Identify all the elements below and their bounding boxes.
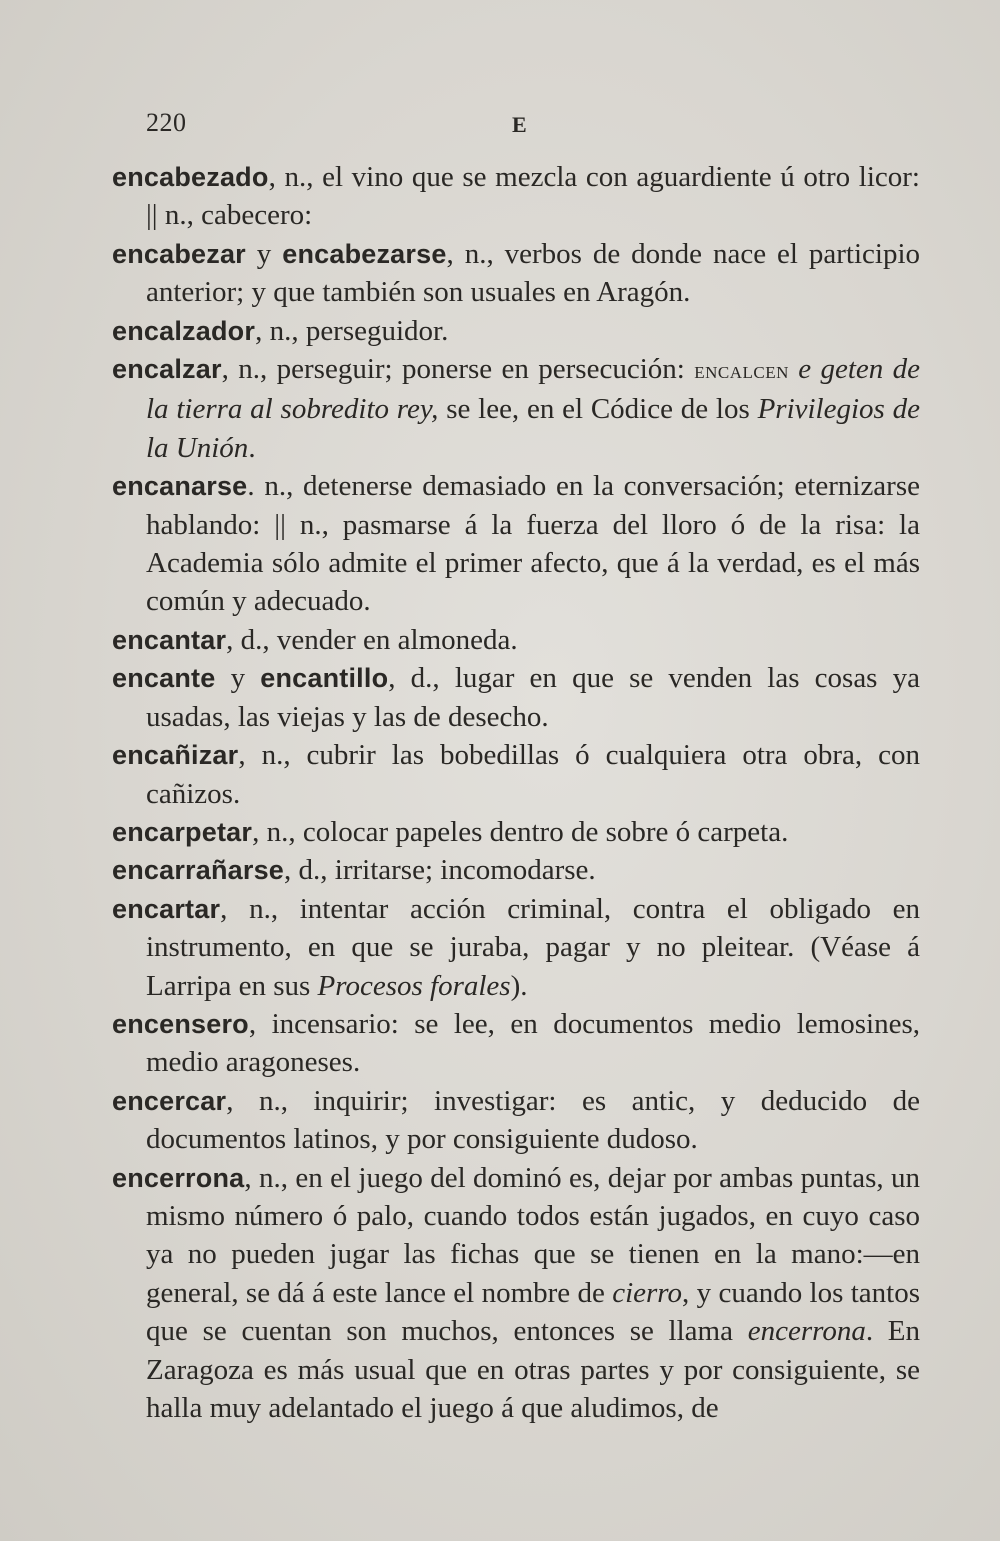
entry-encensero bbox=[112, 1005, 920, 1082]
definition-text: , y cuando los tantos que se cuentan son muchos, entonces se llama bbox=[146, 1276, 920, 1348]
definition-text: , n., cubrir las bobedillas ó cualquiera otra obra, con cañizos. bbox=[146, 739, 920, 810]
headword: encabezar bbox=[112, 238, 246, 269]
dictionary-entries bbox=[112, 158, 920, 1427]
headword-secondary: encabezarse bbox=[282, 238, 447, 269]
headword: encalzar bbox=[112, 354, 222, 385]
definition-text: , incensario: se lee, en documentos medio lemosines, medio aragoneses. bbox=[146, 1007, 920, 1079]
headword: encarpetar bbox=[112, 816, 253, 847]
entry-encantar bbox=[112, 621, 920, 659]
definition-text: , d., irritarse; incomodarse. bbox=[284, 854, 596, 887]
headword: encanarse bbox=[112, 471, 248, 502]
entry-encabezar bbox=[112, 235, 920, 312]
entry-encante bbox=[112, 659, 920, 736]
term-italic: encerrona bbox=[747, 1315, 866, 1348]
headword: encensero bbox=[112, 1008, 249, 1039]
source-title-italic: Privilegios de la Unión bbox=[146, 393, 920, 464]
definition-text: . En Zaragoza es más usual que en otras partes y por consiguiente, se halla muy adelantado el juego á que aludimos, de bbox=[146, 1315, 921, 1424]
headword: encantar bbox=[112, 624, 227, 655]
definition-text: y bbox=[215, 662, 261, 695]
definition-text: se lee, en el Códice de los bbox=[438, 393, 758, 426]
entry-encanizar bbox=[112, 736, 920, 813]
definition-text: , n., en el juego del dominó es, dejar por ambas puntas, un mismo número ó palo, cuando todos están jugados, en cuyo caso ya no pueden jugar las fichas que se tienen en la mano:—en general, se dá á este lance el nombre de bbox=[146, 1161, 920, 1309]
entry-encartar bbox=[112, 890, 920, 1005]
entry-encarpetar bbox=[112, 813, 920, 851]
headword: encañizar bbox=[112, 740, 239, 771]
quoted-word-smallcaps: encalcen bbox=[694, 358, 789, 385]
definition-text: . n., detenerse demasiado en la conversación; eternizarse hablando: || n., pasmarse á la fuerza del lloro ó de la risa: la Academia sólo admite el primer afecto, que á la verdad, es el más común y adecuado. bbox=[146, 470, 920, 618]
running-head-letter: E bbox=[512, 112, 527, 137]
source-title-italic: Procesos forales bbox=[317, 969, 511, 1002]
headword: encercar bbox=[112, 1085, 227, 1116]
definition-text: , n., verbos de donde nace el participio anterior; y que también son usuales en Aragón. bbox=[146, 237, 921, 309]
headword: encalzador bbox=[112, 315, 256, 346]
entry-encarranarse bbox=[112, 851, 920, 889]
page-header bbox=[0, 108, 1000, 148]
entry-encalzador bbox=[112, 312, 920, 350]
entry-encercar bbox=[112, 1082, 920, 1159]
definition-text: ). bbox=[510, 969, 528, 1002]
entry-encabezado bbox=[112, 158, 920, 235]
definition-text: , n., el vino que se mezcla con aguardiente ú otro licor: || n., cabecero: bbox=[146, 161, 920, 232]
headword: encante bbox=[112, 663, 216, 694]
definition-text: , n., intentar acción criminal, contra el obligado en instrumento, en que se juraba, pagar y no pleitear. (Véase á Larripa en sus bbox=[146, 892, 920, 1002]
page-number: 220 bbox=[146, 108, 187, 137]
quotation-italic: e geten de la tierra al sobredito rey, bbox=[146, 353, 921, 426]
definition-text: , n., perseguidor. bbox=[255, 314, 449, 347]
entry-encanarse bbox=[112, 467, 920, 621]
headword: encabezado bbox=[112, 162, 269, 192]
headword: encartar bbox=[112, 893, 221, 924]
headword: encerrona bbox=[112, 1162, 245, 1193]
headword-secondary: encantillo bbox=[260, 663, 389, 694]
entry-encerrona bbox=[112, 1159, 920, 1428]
definition-text: y bbox=[245, 237, 283, 270]
definition-text: , d., lugar en que se venden las cosas ya usadas, las viejas y las de desecho. bbox=[146, 662, 920, 733]
entry-encalzar bbox=[112, 350, 920, 467]
definition-text: , n., perseguir; ponerse en persecución: bbox=[221, 353, 695, 386]
headword: encarrañarse bbox=[112, 855, 285, 886]
term-italic: cierro bbox=[612, 1276, 683, 1309]
definition-text: . bbox=[248, 431, 256, 464]
definition-text: , n., inquirir; investigar: es antic, y deducido de documentos latinos, y por consiguiente dudoso. bbox=[146, 1084, 920, 1156]
definition-text: , d., vender en almoneda. bbox=[226, 623, 518, 656]
definition-text: , n., colocar papeles dentro de sobre ó carpeta. bbox=[252, 815, 789, 848]
